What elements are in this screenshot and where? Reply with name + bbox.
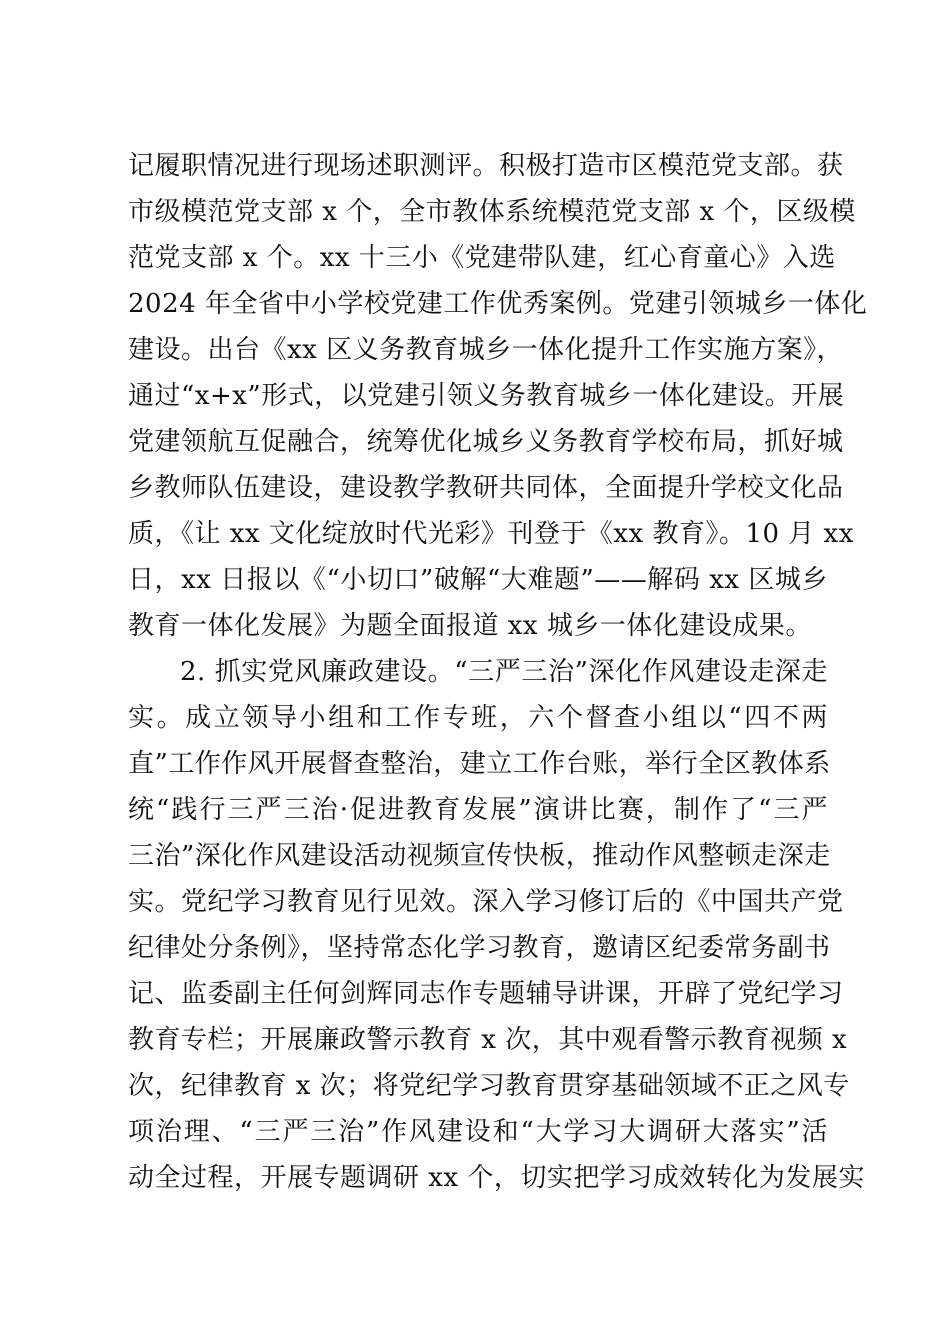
text-line: 项治理、“三严三治”作风建设和“大学习大调研大落实”活 — [128, 1117, 828, 1147]
text-line: 实。成立领导小组和工作专班，六个督查小组以“四不两 — [128, 703, 828, 733]
text-line: 2024 年全省中小学校党建工作优秀案例。党建引领城乡一体化 — [128, 289, 868, 319]
text-line: 市级模范党支部 x 个，全市教体系统模范党支部 x 个，区级模 — [128, 197, 856, 227]
text-line: 次，纪律教育 x 次；将党纪学习教育贯穿基础领域不正之风专 — [128, 1071, 850, 1101]
text-line: 乡教师队伍建设，建设教学教研共同体，全面提升学校文化品 — [128, 473, 844, 503]
text-line: 建设。出台《xx 区义务教育城乡一体化提升工作实施方案》， — [128, 335, 844, 365]
text-line: 通过“x+x”形式，以党建引领义务教育城乡一体化建设。开展 — [128, 381, 845, 411]
text-line: 质，《让 xx 文化绽放时代光彩》刊登于《xx 教育》。10 月 xx — [128, 519, 854, 549]
text-line: 统“践行三严三治·促进教育发展”演讲比赛，制作了“三严 — [128, 795, 828, 825]
text-line: 党建领航互促融合，统筹优化城乡义务教育学校布局，抓好城 — [128, 427, 844, 457]
paragraph-end-line: 教育一体化发展》为题全面报道 xx 城乡一体化建设成果。 — [128, 611, 812, 641]
text-line: 直”工作作风开展督查整治，建立工作台账，举行全区教体系 — [128, 749, 831, 779]
text-line: 三治”深化作风建设活动视频宣传快板，推动作风整顿走深走 — [128, 841, 831, 871]
text-line: 教育专栏；开展廉政警示教育 x 次，其中观看警示教育视频 x — [128, 1025, 848, 1055]
text-line: 纪律处分条例》，坚持常态化学习教育，邀请区纪委常务副书 — [128, 933, 831, 963]
text-line: 动全过程，开展专题调研 xx 个，切实把学习成效转化为发展实 — [128, 1163, 865, 1193]
body-text — [128, 143, 868, 1201]
text-line: 记履职情况进行现场述职测评。积极打造市区模范党支部。获 — [128, 151, 844, 181]
text-line: 实。党纪学习教育见行见效。深入学习修订后的《中国共产党 — [128, 887, 844, 917]
text-line: 记、监委副主任何剑辉同志作专题辅导讲课，开辟了党纪学习 — [128, 979, 844, 1009]
text-line: 日，xx 日报以《“小切口”破解“大难题”——解码 xx 区城乡 — [128, 565, 828, 595]
section-heading-line: 2. 抓实党风廉政建设。“三严三治”深化作风建设走深走 — [180, 657, 828, 687]
text-line: 范党支部 x 个。xx 十三小《党建带队建，红心育童心》入选 — [128, 243, 836, 273]
